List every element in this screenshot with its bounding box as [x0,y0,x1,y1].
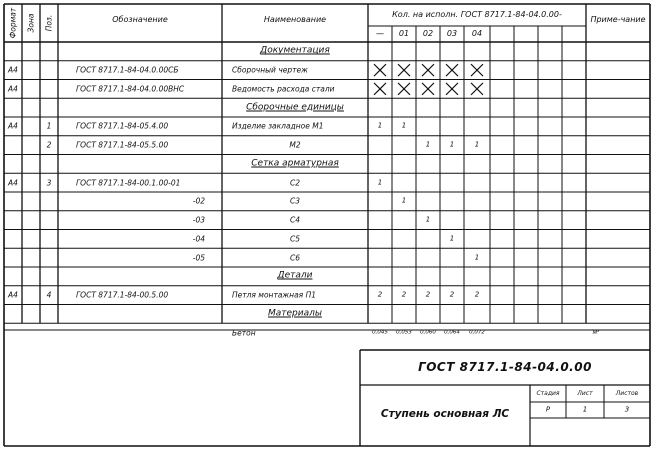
sheet-value: 1 [582,405,588,414]
format-cell: A4 [8,121,18,131]
quantity-cell: 2 [377,290,383,299]
quantity-cell: 1 [449,140,455,149]
quantity-cell: 1 [449,234,455,243]
quantity-cell: 1 [377,121,383,130]
header-variant: — [376,29,384,38]
quantity-cell: 2 [449,290,455,299]
position-cell: 2 [46,140,52,150]
quantity-cell: 1 [474,140,480,149]
designation-cell: -05 [192,252,205,262]
header-variant: 02 [422,29,434,38]
quantity-cell: 0,064 [444,328,460,335]
header-variant: 01 [398,29,410,38]
position-cell: 1 [46,121,52,131]
designation-cell: ГОСТ 8717.1-84-00.1.00-01 [76,177,181,187]
header-format: Формат [8,7,18,39]
position-cell: 3 [46,177,52,187]
quantity-cell: 1 [401,196,407,205]
quantity-cell: 1 [474,253,480,262]
quantity-cell: 2 [425,290,431,299]
designation-cell: -04 [192,234,205,244]
section-heading: Сборочные единицы [246,102,344,113]
quantity-cell: 1 [401,121,407,130]
designation-cell: ГОСТ 8717.1-84-04.0.00СБ [76,65,179,75]
header-variant: 03 [446,29,458,38]
position-cell: 4 [46,290,52,300]
name-cell: Ведомость расхода стали [232,84,335,94]
designation-cell: -03 [192,215,205,225]
section-heading: Детали [277,270,313,281]
header-name: Наименование [263,15,327,24]
name-cell: С3 [289,196,301,206]
sheets-label: Листов [615,389,639,397]
quantity-cell: 0,053 [396,328,412,335]
header-designation: Обозначение [112,15,168,24]
designation-cell: ГОСТ 8717.1-84-04.0.00ВНС [76,84,185,94]
header-position: Поз. [44,14,54,32]
quantity-cell: 2 [401,290,407,299]
note-cell: м³ [592,328,600,336]
quantity-cell: 0,045 [372,328,388,335]
quantity-cell: 0,060 [420,328,436,335]
name-cell: С5 [289,234,301,244]
format-cell: A4 [8,290,18,300]
quantity-cell: 1 [425,215,431,224]
header-zone: Зона [26,13,36,33]
name-cell: Сборочный чертеж [232,65,308,75]
designation-cell: ГОСТ 8717.1-84-05.4.00 [76,121,169,131]
sheets-value: 3 [624,405,630,414]
designation-cell: ГОСТ 8717.1-84-05.5.00 [76,140,169,150]
format-cell: A4 [8,84,18,94]
title-designation: ГОСТ 8717.1-84-04.0.00 [418,360,592,374]
stage-value: Р [545,405,551,414]
title-product-name: Ступень основная ЛС [380,407,510,420]
header-variant: 04 [471,29,483,38]
stage-label: Стадия [536,389,560,397]
name-cell: С6 [289,252,301,262]
section-heading: Сетка арматурная [251,158,339,169]
name-cell: Изделие закладное М1 [232,121,324,131]
quantity-cell: 2 [474,290,480,299]
section-heading: Документация [260,45,330,56]
quantity-cell: 0,072 [469,328,485,335]
name-cell: Петля монтажная П1 [232,290,316,300]
quantity-cell: 1 [377,178,383,187]
header-note: Приме-чание [590,15,646,24]
designation-cell: -02 [192,196,205,206]
quantity-cell: 1 [425,140,431,149]
section-heading: Материалы [268,308,322,319]
designation-cell: ГОСТ 8717.1-84-00.5.00 [76,290,169,300]
name-cell: М2 [289,140,301,150]
format-cell: A4 [8,177,18,187]
header-qty-title: Кол. на исполн. ГОСТ 8717.1-84-04.0.00- [392,10,562,19]
name-cell: С4 [289,215,301,225]
format-cell: A4 [8,65,18,75]
name-cell: Бетон [232,327,256,337]
name-cell: С2 [289,177,301,187]
sheet-label: Лист [577,389,593,397]
